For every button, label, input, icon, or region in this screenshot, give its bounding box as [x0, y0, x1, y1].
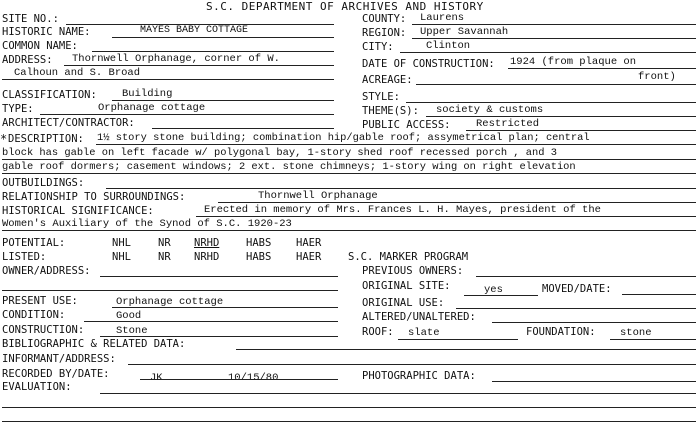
- historic-name-label: HISTORIC NAME:: [2, 26, 91, 38]
- photographic-label: PHOTOGRAPHIC DATA:: [362, 370, 476, 382]
- region-label: REGION:: [362, 27, 407, 39]
- original-site-label: ORIGINAL SITE:: [362, 280, 451, 292]
- significance-label: HISTORICAL SIGNIFICANCE:: [2, 205, 154, 217]
- evaluation-line-3: [2, 421, 696, 422]
- description-rule-3: [2, 173, 696, 174]
- county-line: [412, 24, 696, 25]
- original-use-label: ORIGINAL USE:: [362, 297, 445, 309]
- original-site-value: yes: [484, 284, 503, 296]
- foundation-value: stone: [620, 327, 652, 339]
- construction-value: Stone: [116, 325, 148, 337]
- historic-name-value: MAYES BABY COTTAGE: [140, 25, 249, 36]
- informant-line: [128, 364, 696, 365]
- original-use-line: [456, 308, 696, 309]
- owner-line-2: [2, 290, 338, 291]
- classification-line: [112, 100, 334, 101]
- previous-owners-label: PREVIOUS OWNERS:: [362, 265, 464, 277]
- roof-value: slate: [408, 327, 440, 339]
- significance-line-2: [2, 230, 696, 231]
- original-site-line: [464, 295, 538, 296]
- condition-line: [84, 321, 338, 322]
- acreage-label: ACREAGE:: [362, 74, 413, 86]
- classification-label: CLASSIFICATION:: [2, 89, 97, 101]
- city-value: Clinton: [426, 40, 471, 52]
- condition-label: CONDITION:: [2, 309, 66, 321]
- significance-value-2: Women's Auxiliary of the Synod of S.C. 1920-23: [2, 218, 292, 230]
- evaluation-label: EVALUATION:: [2, 381, 72, 393]
- date-line-1: [508, 68, 696, 69]
- roof-label: ROOF:: [362, 326, 394, 338]
- marker-program: S.C. MARKER PROGRAM: [348, 251, 469, 263]
- type-value: Orphanage cottage: [98, 102, 206, 114]
- listed-haer: HAER: [296, 251, 322, 263]
- address-line-1: [64, 65, 334, 66]
- city-label: CITY:: [362, 41, 394, 53]
- description-line-3: gable roof dormers; casement windows; 2 ext. stone chimneys; 1-story wing on right elevation: [2, 161, 576, 173]
- significance-line-1: [196, 216, 696, 217]
- condition-value: Good: [116, 310, 142, 322]
- evaluation-line-2: [2, 407, 696, 408]
- common-name-line: [92, 51, 334, 52]
- bibliographic-line: [236, 349, 696, 350]
- type-label: TYPE:: [2, 103, 34, 115]
- present-use-value: Orphanage cottage: [116, 296, 224, 308]
- recorded-by-label: RECORDED BY/DATE:: [2, 368, 110, 380]
- construction-line: [100, 336, 338, 337]
- address-value-1: Thornwell Orphanage, corner of W.: [72, 53, 280, 65]
- outbuildings-label: OUTBUILDINGS:: [2, 177, 85, 189]
- acreage-line: [416, 84, 696, 85]
- moved-date-line: [622, 294, 696, 295]
- address-line-2: [2, 79, 334, 80]
- recorded-line: [140, 379, 338, 380]
- description-line-2: block has gable on left facade w/ polygonal bay, 1-story shed roof recessed porch , and 3: [2, 147, 557, 159]
- type-line: [40, 114, 334, 115]
- county-label: COUNTY:: [362, 13, 407, 25]
- potential-habs: HABS: [246, 237, 272, 249]
- listed-label: LISTED:: [2, 251, 47, 263]
- surroundings-label: RELATIONSHIP TO SURROUNDINGS:: [2, 191, 186, 203]
- significance-value-1: Erected in memory of Mrs. Frances L. H. Mayes, president of the: [204, 204, 601, 216]
- potential-label: POTENTIAL:: [2, 237, 66, 249]
- theme-value: society & customs: [436, 104, 544, 116]
- potential-nrhd: NRHD: [194, 237, 220, 249]
- public-access-value: Restricted: [476, 118, 540, 130]
- classification-value: Building: [122, 88, 173, 100]
- description-marker: *: [0, 132, 8, 146]
- listed-nhl: NHL: [112, 251, 131, 263]
- bibliographic-label: BIBLIOGRAPHIC & RELATED DATA:: [2, 338, 186, 350]
- region-line: [412, 38, 696, 39]
- listed-habs: HABS: [246, 251, 272, 263]
- description-line-1: 1½ story stone building; combination hip/gable roof; assymetrical plan; central: [97, 132, 590, 144]
- roof-line: [398, 339, 518, 340]
- previous-owners-line: [476, 276, 696, 277]
- style-label: STYLE:: [362, 91, 400, 103]
- evaluation-line-1: [100, 393, 696, 394]
- architect-line: [152, 128, 334, 129]
- region-value: Upper Savannah: [420, 26, 509, 38]
- architect-label: ARCHITECT/CONTRACTOR:: [2, 117, 135, 129]
- potential-nhl: NHL: [112, 237, 131, 249]
- altered-label: ALTERED/UNALTERED:: [362, 311, 476, 323]
- foundation-label: FOUNDATION:: [526, 326, 596, 338]
- description-rule-1: [96, 144, 696, 145]
- theme-label: THEME(S):: [362, 105, 419, 117]
- style-line: [406, 102, 696, 103]
- historic-name-line: [112, 37, 334, 38]
- recorded-date: 10/15/80: [228, 372, 279, 384]
- public-access-line: [466, 130, 696, 131]
- outbuildings-line: [106, 188, 696, 189]
- listed-nr: NR: [158, 251, 171, 263]
- surroundings-value: Thornwell Orphanage: [258, 190, 378, 202]
- moved-date-label: MOVED/DATE:: [542, 283, 612, 295]
- public-access-label: PUBLIC ACCESS:: [362, 119, 451, 131]
- date-of-construction-value-2: front): [638, 71, 676, 83]
- potential-haer: HAER: [296, 237, 322, 249]
- common-name-label: COMMON NAME:: [2, 40, 78, 52]
- date-of-construction-value-1: 1924 (from plaque on: [510, 56, 637, 68]
- owner-label: OWNER/ADDRESS:: [2, 265, 91, 277]
- form-title: S.C. DEPARTMENT OF ARCHIVES AND HISTORY: [206, 0, 484, 13]
- informant-label: INFORMANT/ADDRESS:: [2, 353, 116, 365]
- description-label: DESCRIPTION:: [8, 133, 84, 145]
- foundation-line: [610, 339, 696, 340]
- listed-nrhd: NRHD: [194, 251, 220, 263]
- present-use-line: [112, 307, 338, 308]
- owner-line: [100, 276, 338, 277]
- description-rule-2: [2, 159, 696, 160]
- recorded-by-initials: JK: [150, 372, 163, 384]
- altered-line: [492, 322, 696, 323]
- construction-label: CONSTRUCTION:: [2, 324, 85, 336]
- potential-nr: NR: [158, 237, 171, 249]
- surroundings-line: [218, 202, 696, 203]
- present-use-label: PRESENT USE:: [2, 295, 78, 307]
- address-value-2: Calhoun and S. Broad: [14, 67, 141, 79]
- site-no-label: SITE NO.:: [2, 13, 59, 25]
- theme-line: [426, 116, 696, 117]
- photographic-line: [492, 381, 696, 382]
- city-line: [400, 52, 696, 53]
- county-value: Laurens: [420, 12, 465, 24]
- date-of-construction-label: DATE OF CONSTRUCTION:: [362, 58, 495, 70]
- address-label: ADDRESS:: [2, 54, 53, 66]
